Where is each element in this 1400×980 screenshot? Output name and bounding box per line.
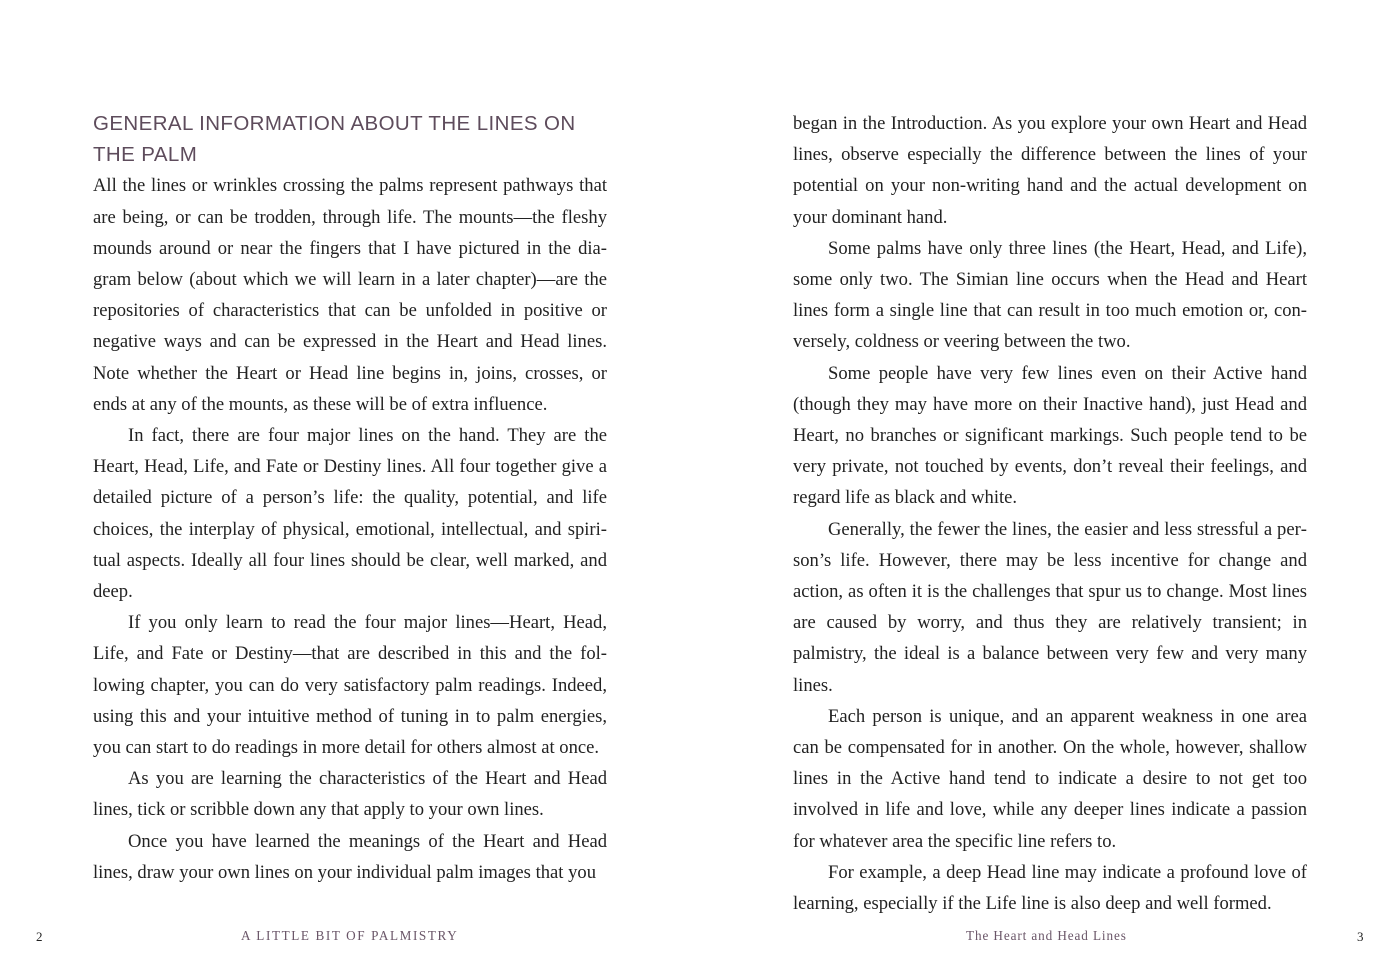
paragraph: Once you have learned the meanings of the Heart and Head lines, draw your own lines on your individual palm images that you: [93, 830, 607, 883]
running-head: A LITTLE BIT OF PALMISTRY: [241, 928, 459, 943]
right-text-column: [793, 108, 1307, 919]
page-number: 3: [1357, 929, 1364, 944]
paragraph: Some palms have only three lines (the Heart, Head, and Life), some only two. The Simian line occurs when the Head and Heart lines form a single line that can result in too much emotion or, conversely, coldness or veering between the two.: [793, 237, 1307, 353]
paragraph: Generally, the fewer the lines, the easier and less stressful a person’s life. However, there may be less incentive for change and action, as often it is the challenges that spur us to change. Most lines are caused by worry, and thus they are relatively transient; in palmistry, the ideal is a balance between very few and very many lines.: [793, 518, 1307, 696]
paragraph: As you are learning the characteristics of the Heart and Head lines, tick or scribble down any that apply to your own lines.: [93, 768, 607, 821]
left-text-column: [93, 108, 607, 888]
paragraph: For example, a deep Head line may indicate a profound love of learning, especially if the Life line is also deep and well formed.: [793, 861, 1307, 915]
paragraph: If you only learn to read the four major lines—Heart, Head, Life, and Fate or Destiny—that are described in this and the following chapter, you can do very satisfactory palm readings. Indeed, using this and your intuitive method of tuning in to palm energies, you can start to do readings in more detail for others almost at once.: [93, 612, 607, 759]
paragraph: Some people have very few lines even on their Active hand (though they may have more on their Inactive hand), just Head and Heart, no branches or significant markings. Such people tend to be very private, not touched by events, don’t reveal their feelings, and regard life as black and white.: [793, 362, 1307, 509]
section-heading: GENERAL INFORMATION ABOUT THE LINES ON THE PALM: [93, 112, 576, 167]
running-head: The Heart and Head Lines: [966, 928, 1127, 943]
paragraph: Each person is unique, and an apparent weakness in one area can be compensated for in another. On the whole, however, shallow lines in the Active hand tend to indicate a desire to not get too involved in life and love, while any deeper lines indicate a passion for whatever area the specific line refers to.: [793, 705, 1307, 852]
right-page: [700, 0, 1400, 980]
paragraph: In fact, there are four major lines on the hand. They are the Heart, Head, Life, and Fate or Destiny lines. All four together give a detailed picture of a person’s life: the quality, potential, and life choices, the interplay of physical, emotional, intellectual, and spiritual aspects. Ideally all four lines should be clear, well marked, and deep.: [93, 425, 607, 603]
paragraph: All the lines or wrinkles crossing the palms represent pathways that are being, or can be trodden, through life. The mounts—the fleshy mounds around or near the fingers that I have pictured in the diagram below (about which we will learn in a later chapter)—are the repositories of characteristics that can be unfolded in positive or negative ways and can be expressed in the Heart and Head lines. Note whether the Heart or Head line begins in, joins, crosses, or ends at any of the mounts, as these will be of extra influence.: [93, 175, 607, 415]
page-number: 2: [36, 929, 43, 944]
paragraph: began in the Introduction. As you explore your own Heart and Head lines, observe especially the difference between the lines of your potential on your non-writing hand and the actual development on your dominant hand.: [793, 113, 1307, 228]
